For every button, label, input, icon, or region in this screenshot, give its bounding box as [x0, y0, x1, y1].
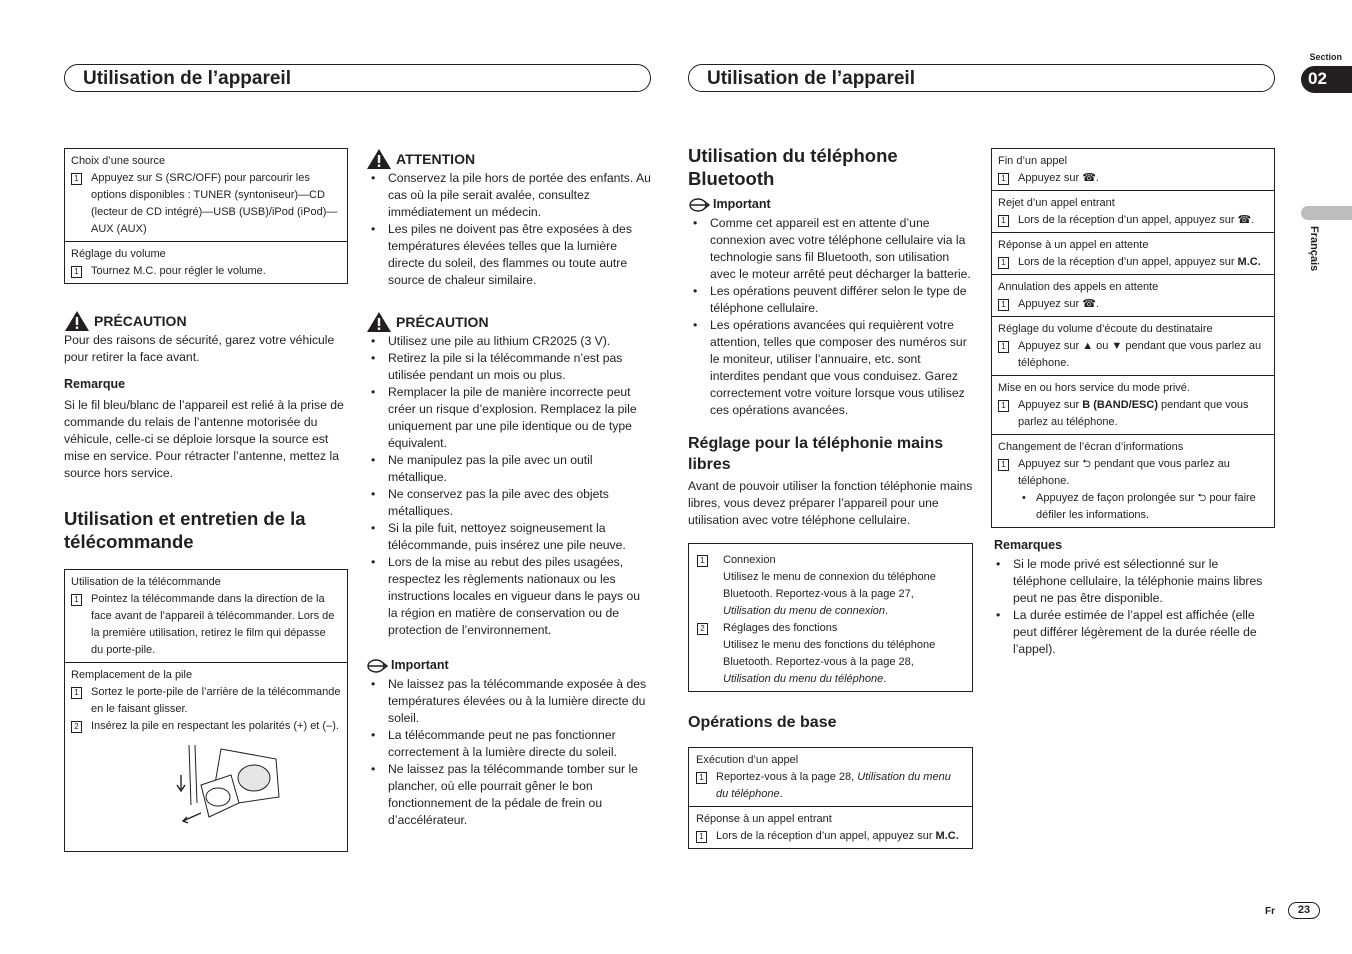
sub-text: Appuyez de façon prolongée sur [1036, 492, 1198, 504]
list-item: • Utilisez une pile au lithium CR2025 (3 V). [366, 333, 652, 350]
step-text: Lors de la réception d’un appel, appuyez sur [716, 830, 936, 842]
important-title: Important [391, 658, 449, 672]
important-list [688, 215, 973, 419]
precaution-heading [366, 311, 652, 333]
precaution-title: PRÉCAUTION [396, 313, 489, 330]
list-item: • Ne laissez pas la télécommande tomber sur le plancher, où elle pourrait gêner le bon fonctionnement de la pédale de frein ou d’accélérateur. [366, 761, 652, 829]
cell-title: Réglage du volume d’écoute du destinataire [998, 323, 1213, 335]
box-cell [992, 149, 1274, 191]
step-text: Appuyez sur ▲ ou ▼ pendant que vous parlez au téléphone. [1018, 340, 1262, 369]
step [71, 718, 341, 735]
remarque-text: Si le fil bleu/blanc de l’appareil est relié à la prise de commande du relais de l’antenne motorisée du véhicule, celle-ci se déploie lorsque la source est mise en service. Pour rétracter l’antenne, mettez la source hors service. [64, 398, 344, 480]
column-1 [64, 148, 348, 852]
step [998, 397, 1268, 431]
step-text: Tournez M.C. pour régler le volume. [91, 265, 266, 277]
cell-title: Changement de l’écran d’informations [998, 441, 1184, 453]
step-text: pendant que vous parlez au téléphone. [1018, 458, 1230, 487]
box-cell [992, 191, 1274, 233]
important-icon [366, 658, 388, 674]
return-icon: ⮌ [1082, 458, 1092, 470]
list-item: • Ne manipulez pas la pile avec un outil métallique. [366, 452, 652, 486]
step: 1 Lors de la réception d’un appel, appuyez sur ☎. [998, 212, 1268, 229]
precaution-list [366, 333, 652, 639]
step: 1 Appuyez sur ☎. [998, 296, 1268, 313]
box-cell [65, 149, 347, 242]
step [696, 828, 966, 845]
step-number: 1 [696, 772, 707, 784]
step-text: Appuyez sur [1018, 298, 1083, 310]
warning-icon [64, 310, 90, 332]
step-text: Appuyez sur [1018, 172, 1083, 184]
list-item: • Si le mode privé est sélectionné sur le téléphone cellulaire, la téléphonie mains libres peut ne pas être disponible. [991, 556, 1275, 607]
box-cell [65, 570, 347, 663]
attention-list [366, 170, 652, 289]
important-heading [688, 196, 973, 213]
precaution-title: PRÉCAUTION [94, 312, 187, 329]
key-label: M.C. [935, 830, 959, 842]
step-number: 1 [998, 215, 1009, 227]
remote-section-title: Utilisation et entretien de la télécommande [64, 508, 306, 552]
important-title: Important [713, 197, 771, 211]
box-cell [65, 242, 347, 283]
call-ops-box [991, 148, 1275, 528]
step-ref: Utilisation du menu du téléphone [716, 771, 951, 800]
right-header-title: Utilisation de l’appareil [707, 68, 915, 89]
step-number: 1 [998, 299, 1009, 311]
step-text: Insérez la pile en respectant les polarités (+) et (–). [91, 720, 339, 732]
box-cell [992, 317, 1274, 376]
step-title: Connexion [723, 554, 776, 566]
precaution-text: Pour des raisons de sécurité, garez votre véhicule pour retirer la face avant. [64, 333, 335, 364]
step-number: 1 [998, 400, 1009, 412]
step-text: Sortez le porte-pile de l’arrière de la télécommande en le faisant glisser. [91, 686, 341, 715]
phone-icon: ☎ [1082, 298, 1096, 310]
step-body: Utilisez le menu de connexion du téléphone Bluetooth. Reportez-vous à la page 27, [723, 571, 936, 600]
box-cell [992, 435, 1274, 527]
step-text: Lors de la réception d’un appel, appuyez sur [1018, 256, 1238, 268]
step [998, 338, 1268, 372]
step [697, 620, 964, 637]
step-number: 1 [696, 831, 707, 843]
language-tab [1301, 206, 1352, 220]
remote-box [64, 569, 348, 852]
cell-title: Fin d’un appel [998, 155, 1068, 167]
list-item: • Les piles ne doivent pas être exposées à des températures élevées telles que la lumière directe du soleil, des flammes ou toute autre source de chaleur similaire. [366, 221, 652, 289]
attention-heading [366, 148, 652, 170]
list-item: • Ne conservez pas la pile avec des objets métalliques. [366, 486, 652, 520]
cell-title: Remplacement de la pile [71, 669, 193, 681]
setup-box [688, 543, 973, 692]
column-4 [991, 148, 1275, 658]
step-body: Utilisez le menu des fonctions du téléphone Bluetooth. Reportez-vous à la page 28, [723, 639, 936, 668]
step-text: Utilisez le menu de connexion du téléphone Bluetooth. Reportez-vous à la page 27, Utilisation du menu de connexion. [723, 571, 936, 617]
step [998, 456, 1268, 490]
step-number: 1 [998, 257, 1009, 269]
list-item: • Conservez la pile hors de portée des enfants. Au cas où la pile serait avalée, consultez immédiatement un médecin. [366, 170, 652, 221]
step-ref: Utilisation du menu de connexion [723, 605, 886, 617]
language-label: Français [1308, 226, 1320, 272]
attention-title: ATTENTION [396, 150, 476, 167]
step-text: Pointez la télécommande dans la direction de la face avant de l’appareil à télécommander. Lors de la première utilisation, retirez le film qui dépasse du porte-pile. [91, 593, 335, 656]
battery-illustration [161, 745, 291, 825]
step-text: pendant que vous parlez au téléphone. [1018, 399, 1249, 428]
remarques-title: Remarques [994, 538, 1063, 552]
list-item: • La télécommande peut ne pas fonctionner correctement à la lumière directe du soleil. [366, 727, 652, 761]
source-volume-box [64, 148, 348, 284]
list-item: • La durée estimée de l’appel est affichée (elle peut différer légèrement de la durée réelle de l’appel). [991, 607, 1275, 658]
list-item: • Comme cet appareil est en attente d’une connexion avec votre téléphone cellulaire via la technologie sans fil Bluetooth, son utilisation avec le moteur arrêté peut décharger la batterie. [688, 215, 973, 283]
step-title: Réglages des fonctions [723, 622, 838, 634]
lang-code: Fr [1265, 906, 1275, 917]
phone-icon: ☎ [1237, 214, 1252, 226]
base-ops-title: Opérations de base [688, 714, 837, 731]
step [71, 263, 341, 280]
step [998, 254, 1268, 271]
step: 1 Appuyez sur ☎. [998, 170, 1268, 187]
column-2 [366, 148, 652, 829]
list-item: • Les opérations avancées qui requièrent votre attention, telles que composer des numéros sur le moniteur, utiliser l’annuaire, etc. sont interdites pendant que vous conduisez. Garez correctement votre voiture lorsque vous utilisez ces opérations avancées. [688, 317, 973, 419]
step-number: 1 [998, 173, 1009, 185]
step-number: 1 [71, 266, 82, 278]
cell-title: Utilisation de la télécommande [71, 576, 221, 588]
section-number: 02 [1308, 69, 1327, 88]
warning-icon [366, 148, 392, 170]
step: 1 Reportez-vous à la page 28, Utilisation du menu du téléphone. [696, 769, 966, 803]
warning-icon [366, 311, 392, 333]
box-cell [689, 807, 972, 848]
step [71, 684, 341, 718]
right-section-header [688, 64, 1275, 92]
cell-title: Annulation des appels en attente [998, 281, 1159, 293]
step-text: Appuyez sur S (SRC/OFF) pour parcourir les options disponibles : TUNER (syntoniseur)—CD (lecteur de CD intégré)—USB (USB)/iPod (iPod)—AUX (AUX) [91, 172, 338, 235]
cell-title: Réglage du volume [71, 248, 166, 260]
return-icon: ⮌ [1197, 492, 1207, 504]
cell-title: Mise en ou hors service du mode privé. [998, 382, 1190, 394]
left-header-title: Utilisation de l’appareil [83, 68, 291, 89]
list-item: • Ne laissez pas la télécommande exposée à des températures élevées ou à la lumière directe du soleil. [366, 676, 652, 727]
section-badge [1301, 66, 1352, 93]
bluetooth-title: Utilisation du téléphone Bluetooth [688, 145, 898, 189]
box-cell [992, 275, 1274, 317]
step-number: 2 [71, 721, 82, 733]
list-item: • Retirez la pile si la télécommande n’est pas utilisée pendant un mois ou plus. [366, 350, 652, 384]
sub-item [998, 490, 1268, 524]
step-number: 1 [71, 687, 82, 699]
column-3 [688, 144, 973, 849]
step-text: Appuyez sur [1018, 458, 1083, 470]
step-number: 1 [697, 555, 708, 567]
mains-libres-text: Avant de pouvoir utiliser la fonction téléphonie mains libres, vous devez préparer l’appareil pour une utilisation avec votre téléphone cellulaire. [688, 479, 973, 527]
important-icon [688, 197, 710, 213]
step-text: Reportez-vous à la page 28, [716, 771, 858, 783]
left-section-header [64, 64, 651, 92]
page-number: 23 [1288, 902, 1320, 919]
step-text: Utilisez le menu des fonctions du téléphone Bluetooth. Reportez-vous à la page 28, Utilisation du menu du téléphone. [723, 639, 936, 685]
cell-title: Choix d’une source [71, 155, 166, 167]
important-heading [366, 657, 652, 674]
box-cell [992, 376, 1274, 435]
key-label: B (BAND/ESC) [1082, 399, 1158, 411]
list-item: • Si la pile fuit, nettoyez soigneusement la télécommande, puis insérez une pile neuve. [366, 520, 652, 554]
step-number: 2 [697, 623, 708, 635]
key-label: M.C. [1237, 256, 1261, 268]
step [71, 591, 341, 659]
list-item: • Remplacer la pile de manière incorrecte peut créer un risque d’explosion. Remplacez la pile uniquement par une pile identique ou de type équivalent. [366, 384, 652, 452]
step-number: 1 [71, 594, 82, 606]
cell-title: Réponse à un appel entrant [696, 813, 832, 825]
phone-icon: ☎ [1082, 172, 1096, 184]
step-text: Appuyez sur [1018, 399, 1083, 411]
step-number: 1 [998, 459, 1009, 471]
step [697, 552, 964, 569]
cell-title: Rejet d’un appel entrant [998, 197, 1115, 209]
cell-title: Réponse à un appel en attente [998, 239, 1149, 251]
cell-title: Exécution d’un appel [696, 754, 799, 766]
box-cell [689, 748, 972, 807]
section-label: Section [1309, 52, 1342, 62]
box-cell [65, 663, 347, 828]
mains-libres-title: Réglage pour la téléphonie mains libres [688, 435, 944, 473]
step-number: 1 [998, 341, 1009, 353]
remarques-list [991, 556, 1275, 658]
box-cell [992, 233, 1274, 275]
step-ref: Utilisation du menu du téléphone [723, 673, 884, 685]
sub-text: pour faire défiler les informations. [1036, 492, 1256, 521]
base-ops-box [688, 747, 973, 849]
remarque-title: Remarque [64, 377, 126, 391]
step-number: 1 [71, 173, 82, 185]
list-item: • Les opérations peuvent différer selon le type de téléphone cellulaire. [688, 283, 973, 317]
step-text: Lors de la réception d’un appel, appuyez sur [1018, 214, 1238, 226]
important-list [366, 676, 652, 829]
step [71, 170, 341, 238]
precaution-heading [64, 310, 348, 332]
list-item: • Lors de la mise au rebut des piles usagées, respectez les règlements nationaux ou les instructions locales en vigueur dans le pays ou la région en matière de conservation ou de protection de l’environnement. [366, 554, 652, 639]
